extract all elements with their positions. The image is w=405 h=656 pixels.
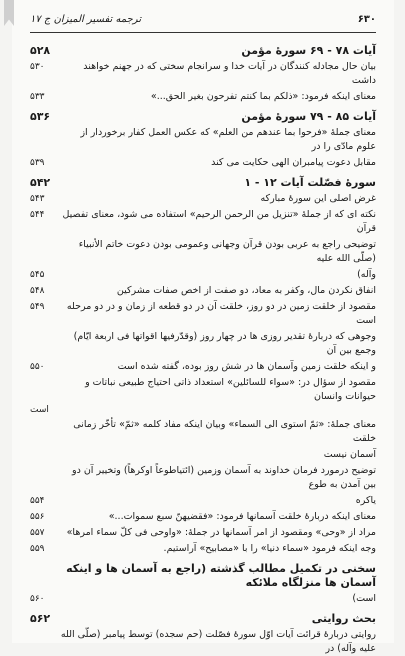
- toc-heading[interactable]: [30, 110, 376, 124]
- toc-entry[interactable]: [30, 448, 376, 462]
- toc-entry-text: بحث روایتی: [311, 612, 376, 625]
- toc-page-number: ۵۵۰: [30, 362, 45, 372]
- toc-entry[interactable]: [30, 510, 376, 524]
- toc-entry[interactable]: [30, 418, 376, 446]
- header-rule: [30, 32, 376, 33]
- toc-entry-text: مقصود از خلقت زمین در دو روز، خلقت آن در دو قطعه از زمان و در دو مرحله است: [66, 301, 376, 326]
- toc-entry[interactable]: [30, 592, 376, 606]
- toc-entry[interactable]: [30, 268, 376, 282]
- toc-page-number: ۵۴۴: [30, 210, 45, 220]
- toc-entry-text: نکته ای که از جملهٔ «تنزیل من الرحمن الرحیم» استفاده می شود، معنای تفصیل قرآن: [62, 209, 376, 234]
- toc-entry[interactable]: [30, 330, 376, 358]
- toc-entry[interactable]: [30, 542, 376, 556]
- toc-entry-text: سخنی در تکمیل مطالب گذشته (راجع به آسمان ها و اینکه آسمان ها منزلگاه ملائکه: [66, 562, 376, 589]
- toc-entry[interactable]: [30, 284, 376, 298]
- running-title: ترجمه تفسیر المیزان ج ۱۷: [30, 14, 142, 25]
- toc-entry[interactable]: [30, 90, 376, 104]
- toc-page-number: ۵۶۲: [30, 612, 51, 625]
- toc-entry[interactable]: [30, 494, 376, 508]
- toc-heading[interactable]: [30, 176, 376, 190]
- toc-entry-text: وآله): [357, 269, 376, 280]
- toc-entry-text: انفاق نکردن مال، وکفر به معاد، دو صفت از اخص صفات مشرکین: [116, 285, 376, 296]
- toc-entry[interactable]: [30, 192, 376, 206]
- page-header: [30, 14, 376, 30]
- toc-page-number: ۵۴۲: [30, 176, 51, 189]
- toc-entry-text: مراد از «وحی» ومقصود از امر آسمانها در جملهٔ: «واوحی فی کلّ سماء امرها»: [66, 527, 376, 538]
- toc-entry-text: معنای اینکه فرمود: «ذلکم بما کنتم تفرحون بغیر الحق...»: [150, 91, 376, 102]
- toc-entry-text: مقصود از سؤال در: «سواء للسائلین» استعداد ذاتی احتیاج طبیعی نباتات و حیوانات وانسان: [85, 377, 376, 402]
- toc-entry-text: مقابل دعوت پیامبران الهی حکایت می کند: [211, 157, 376, 168]
- toc-page-number: ۵۳۹: [30, 158, 45, 168]
- toc-entry-text: است): [352, 593, 376, 604]
- toc-entry[interactable]: [30, 628, 376, 656]
- toc-entry-text: و اینکه خلقت زمین وآسمان ها در شش روز بوده، گفته شده است: [117, 361, 376, 372]
- toc-fragment: است: [30, 405, 49, 415]
- toc-page-number: ۵۴۹: [30, 302, 45, 312]
- toc-entry-text: توضیح درمورد فرمان خداوند به آسمان وزمین (ائتیاطوعاً اوکرهاً) وتخییر آن دو بین آمدن به طوع: [71, 465, 376, 490]
- toc-heading[interactable]: [30, 562, 376, 590]
- toc-page-number: ۵۵۴: [30, 496, 45, 506]
- toc-entry-text: غرض اصلی این سورهٔ مبارکه: [260, 193, 376, 204]
- book-page: [12, 0, 394, 654]
- toc-heading[interactable]: [30, 44, 376, 58]
- toc-entry-text: وجه اینکه فرمود «سماء دنیا» را با «مصابیح» آراستیم.: [163, 543, 376, 554]
- toc-entry[interactable]: [30, 60, 376, 88]
- toc-heading[interactable]: [30, 612, 376, 626]
- toc-entry[interactable]: [30, 464, 376, 492]
- toc-entry-text: آیات ۸۵ - ۷۹ سورهٔ مؤمن: [241, 110, 376, 123]
- toc-entry-text: معنای اینکه دربارهٔ خلقت آسمانها فرمود: «فقضیهنّ سبع سموات...»: [108, 511, 376, 522]
- toc-page-number: ۵۵۹: [30, 544, 45, 554]
- toc-page-number: ۵۴۵: [30, 270, 45, 280]
- toc-entry[interactable]: [30, 156, 376, 170]
- toc-page-number: ۵۴۳: [30, 194, 45, 204]
- toc-entry[interactable]: [30, 208, 376, 236]
- toc-entry-text: آیات ۷۸ - ۶۹ سورهٔ مؤمن: [241, 44, 376, 57]
- toc-entry[interactable]: [30, 376, 376, 404]
- toc-entry[interactable]: [30, 300, 376, 328]
- toc-page-number: ۵۳۰: [30, 62, 45, 72]
- toc-entry-text: وجوهی که دربارهٔ تقدیر روزی ها در چهار روز (وقدّرفیها اقواتها فی اربعة ایّام) وجمع بین آن: [73, 331, 376, 356]
- toc-entry-text: معنای جملهٔ: «ثمّ استوی الی السماء» وبیان اینکه مفاد کلمه «ثمّ» تأخّر زمانی خلقت: [73, 419, 376, 444]
- toc-entry[interactable]: [30, 126, 376, 154]
- toc-entry[interactable]: [30, 238, 376, 266]
- toc-entry-text: یاکره: [355, 495, 376, 506]
- toc-page-number: ۵۳۳: [30, 92, 45, 102]
- toc-entry-text: توضیحی راجع به عربی بودن قرآن وجهانی وعمومی بودن دعوت خاتم الأنبیاء (صلّی الله علیه: [78, 239, 376, 264]
- toc-page-number: ۵۲۸: [30, 44, 51, 57]
- toc-page-number: ۵۵۷: [30, 528, 45, 538]
- toc-entry-text: بیان حال مجادله کنندگان در آیات خدا و سرانجام سختی که در جهنم خواهند داشت: [83, 61, 376, 86]
- toc-page-number: ۵۳۶: [30, 110, 51, 123]
- toc-entry-text: آسمان نیست: [323, 449, 376, 460]
- toc-entry-text: سورهٔ فصّلت آیات ۱۲ - ۱: [244, 176, 376, 189]
- toc-entry[interactable]: [30, 360, 376, 374]
- bookmark-icon[interactable]: [4, 0, 14, 26]
- toc-entry[interactable]: [30, 526, 376, 540]
- toc-page-number: ۵۵۶: [30, 512, 45, 522]
- page-number: ۶۳۰: [357, 14, 376, 25]
- table-of-contents: [30, 38, 376, 654]
- toc-page-number: ۵۶۰: [30, 594, 45, 604]
- toc-page-number: ۵۴۸: [30, 286, 45, 296]
- toc-entry-text: معنای جملهٔ «فرحوا بما عندهم من العلم» که عکس العمل کفار برخوردار از علوم مادّی را در: [80, 127, 376, 152]
- toc-entry-text: روایتی دربارهٔ قرائت آیات اوّل سورهٔ فصّلت (حم سجده) توسط پیامبر (صلّی الله علیه وآله) در: [60, 629, 376, 654]
